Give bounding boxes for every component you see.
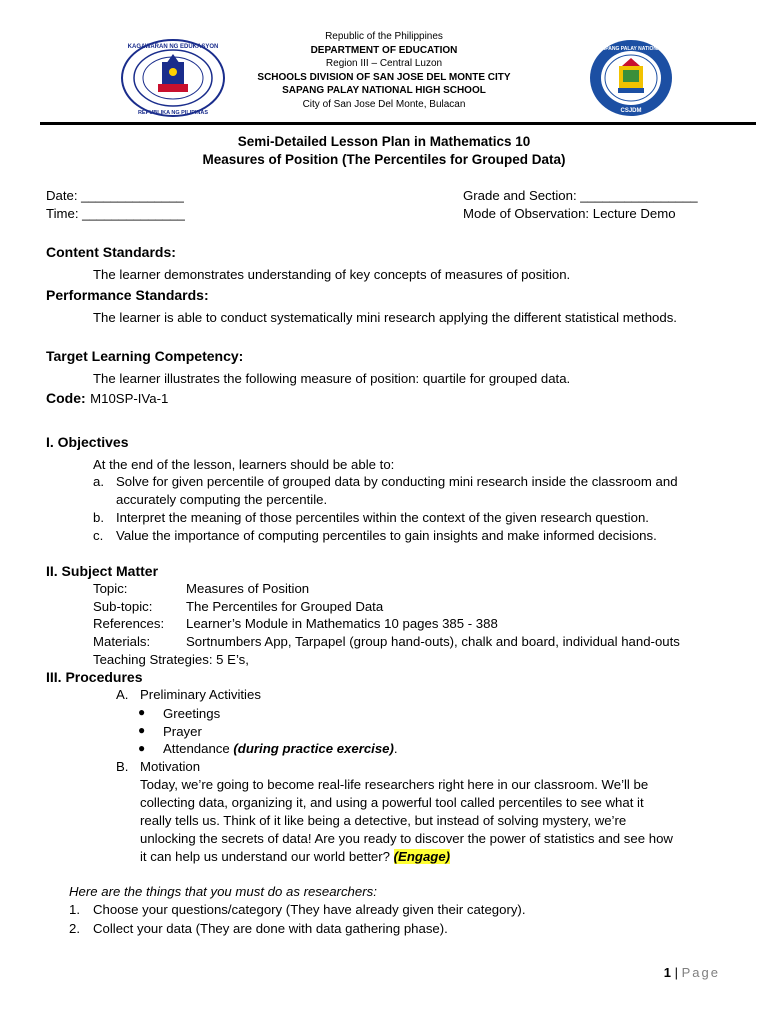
header-region: Region III – Central Luzon [325,58,443,69]
svg-text:SAPANG PALAY NATIONAL: SAPANG PALAY NATIONAL [598,46,664,52]
header-department: DEPARTMENT OF EDUCATION [310,44,458,56]
attendance-label: Attendance [163,741,234,756]
grade-section-field: Grade and Section: ________________ [463,188,698,203]
subject-row-value: Measures of Position [186,581,310,596]
observation-mode: Mode of Observation: Lecture Demo [463,206,676,221]
code-label: Code: [46,390,86,406]
attendance-end: . [393,741,398,756]
section-b-marker: B. [116,759,129,774]
subject-row-label: Topic: [93,581,128,596]
competency-heading: Target Learning Competency: [46,348,244,364]
bullet-icon: ● [138,741,146,755]
subject-row-label: Materials: [93,634,151,649]
researcher-step: Collect your data (They are done with data gathering phase). [93,921,448,936]
bullet-item-attendance [163,740,398,758]
svg-text:CSJDM: CSJDM [620,108,642,114]
researcher-step-marker: 2. [69,921,80,936]
performance-standards-heading: Performance Standards: [46,287,209,303]
page-number: 1 [663,965,672,980]
motivation-line: collecting data, organizing it, and using a powerful tool called percentiles to see what it [140,795,644,810]
subject-row-value: Learner’s Module in Mathematics 10 pages 385 - 388 [186,616,498,631]
section-a-label: Preliminary Activities [140,687,261,702]
section-a-marker: A. [116,687,129,702]
motivation-text: it can help us understand our world better? [140,849,394,864]
bullet-item-prayer: Prayer [163,724,202,739]
motivation-line: really tells us. Think of it like being a detective, but instead of solving mystery, we’re [140,813,627,828]
subject-row-value: Sortnumbers App, Tarpapel (group hand-outs), chalk and board, individual hand-outs [186,634,680,649]
motivation-last-line [140,848,450,866]
objective-item: Value the importance of computing percentiles to gain insights and make informed decisions. [116,528,657,543]
attendance-note: (during practice exercise) [233,741,394,756]
objective-item-continued: accurately computing the percentile. [116,492,328,507]
engage-highlight: (Engage) [393,849,451,864]
page-footer [664,965,720,980]
motivation-line: unlocking the secrets of data! Are you ready to discover the power of statistics and see how [140,831,673,846]
svg-text:KAGAWARAN NG EDUKASYON: KAGAWARAN NG EDUKASYON [127,44,219,50]
code-value: M10SP-IVa-1 [90,391,169,406]
code-line [46,390,168,408]
subject-matter-heading: II. Subject Matter [46,563,159,579]
document-subtitle: Measures of Position (The Percentiles for Grouped Data) [202,152,566,167]
researcher-step-marker: 1. [69,902,80,917]
objective-marker: a. [93,474,104,489]
content-standards-heading: Content Standards: [46,244,176,260]
objectives-heading: I. Objectives [46,434,129,450]
competency-text: The learner illustrates the following measure of position: quartile for grouped data. [93,371,571,386]
teaching-strategies: Teaching Strategies: 5 E’s, [93,652,249,667]
procedures-heading: III. Procedures [46,669,143,685]
section-b-label: Motivation [140,759,201,774]
header-city: City of San Jose Del Monte, Bulacan [302,98,466,110]
page-separator: | [671,965,682,980]
motivation-line: Today, we’re going to become real-life researchers right here in our classroom. We’ll be [140,777,649,792]
subject-row-value: The Percentiles for Grouped Data [186,599,384,614]
header-republic: Republic of the Philippines [325,31,443,42]
subject-row-label: Sub-topic: [93,599,153,614]
header-division: SCHOOLS DIVISION OF SAN JOSE DEL MONTE CITY [257,71,511,83]
objectives-intro: At the end of the lesson, learners should be able to: [93,457,395,472]
bullet-icon: ● [138,705,146,719]
researchers-intro: Here are the things that you must do as researchers: [69,884,377,899]
bullet-item-greetings: Greetings [163,706,221,721]
objective-marker: c. [93,528,104,543]
performance-standards-text: The learner is able to conduct systematically mini research applying the different statistical methods. [93,310,677,325]
subject-row-label: References: [93,616,165,631]
bullet-icon: ● [138,723,146,737]
content-standards-text: The learner demonstrates understanding of key concepts of measures of position. [93,267,571,282]
document-title: Semi-Detailed Lesson Plan in Mathematics 10 [237,134,531,149]
time-field: Time: ______________ [46,206,185,221]
header-divider [40,122,756,125]
objective-item: Solve for given percentile of grouped data by conducting mini research inside the classroom and [116,474,678,489]
page-word: Page [681,965,720,980]
researcher-step: Choose your questions/category (They have already given their category). [93,902,526,917]
date-field: Date: ______________ [46,188,184,203]
objective-marker: b. [93,510,104,525]
objective-item: Interpret the meaning of those percentiles within the context of the given research question. [116,510,649,525]
svg-text:REPUBLIKA NG PILIPINAS: REPUBLIKA NG PILIPINAS [137,110,209,116]
header-school: SAPANG PALAY NATIONAL HIGH SCHOOL [282,85,486,96]
